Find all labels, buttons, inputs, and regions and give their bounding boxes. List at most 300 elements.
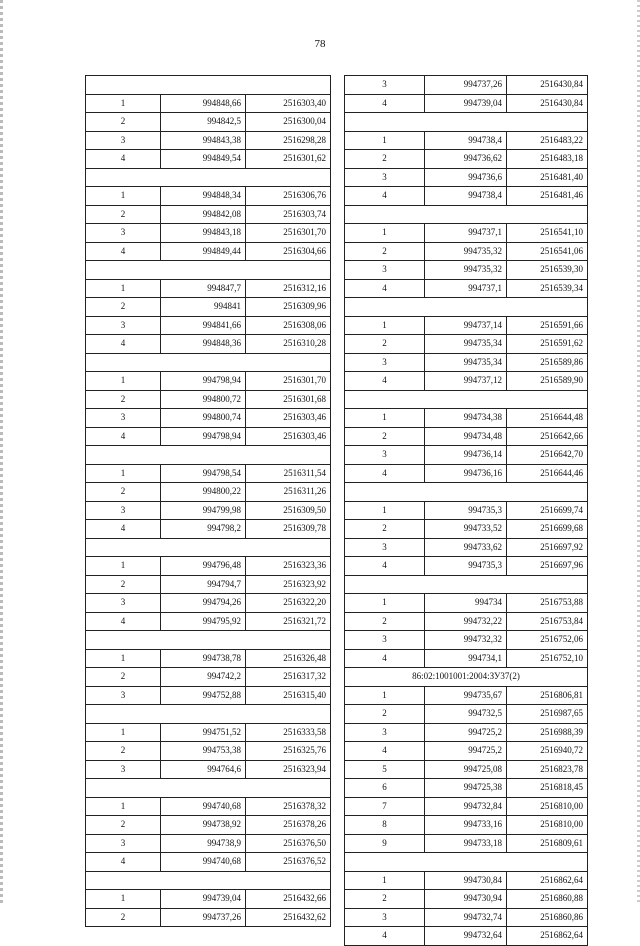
point-number-cell: 2 <box>345 242 425 261</box>
y-coordinate-cell: 2516862,64 <box>507 927 588 946</box>
x-coordinate-cell: 994732,5 <box>425 705 507 724</box>
point-number-cell: 6 <box>345 779 425 798</box>
y-coordinate-cell: 2516481,40 <box>507 168 588 187</box>
point-number-cell: 1 <box>86 464 161 483</box>
coordinate-row <box>345 723 588 742</box>
point-number-cell: 7 <box>345 797 425 816</box>
point-number-cell: 2 <box>86 483 161 502</box>
separator-row <box>86 871 331 890</box>
x-coordinate-cell: 994847,7 <box>161 279 246 298</box>
coordinate-row <box>86 205 331 224</box>
x-coordinate-cell: 994738,4 <box>425 131 507 150</box>
y-coordinate-cell: 2516810,00 <box>507 816 588 835</box>
y-coordinate-cell: 2516376,50 <box>246 834 331 853</box>
y-coordinate-cell: 2516303,40 <box>246 94 331 113</box>
x-coordinate-cell: 994732,74 <box>425 908 507 927</box>
separator-row <box>86 538 331 557</box>
point-number-cell: 3 <box>86 834 161 853</box>
x-coordinate-cell: 994725,38 <box>425 779 507 798</box>
coordinate-row <box>345 261 588 280</box>
x-coordinate-cell: 994725,2 <box>425 742 507 761</box>
x-coordinate-cell: 994843,38 <box>161 131 246 150</box>
separator-cell <box>345 483 588 502</box>
x-coordinate-cell: 994794,7 <box>161 575 246 594</box>
coordinate-row <box>345 131 588 150</box>
y-coordinate-cell: 2516644,48 <box>507 409 588 428</box>
separator-row <box>345 205 588 224</box>
coordinate-row <box>86 908 331 927</box>
point-number-cell: 4 <box>86 427 161 446</box>
separator-row <box>345 575 588 594</box>
coordinate-row <box>86 279 331 298</box>
x-coordinate-cell: 994738,78 <box>161 649 246 668</box>
coordinate-row <box>345 446 588 465</box>
coordinate-row <box>86 94 331 113</box>
x-coordinate-cell: 994798,94 <box>161 427 246 446</box>
x-coordinate-cell: 994725,2 <box>425 723 507 742</box>
separator-row <box>86 779 331 798</box>
point-number-cell: 3 <box>345 908 425 927</box>
point-number-cell: 1 <box>86 94 161 113</box>
scan-edge-left <box>0 0 3 905</box>
point-number-cell: 1 <box>345 594 425 613</box>
coordinate-row <box>86 723 331 742</box>
point-number-cell: 2 <box>86 908 161 927</box>
point-number-cell: 1 <box>86 723 161 742</box>
point-number-cell: 3 <box>86 501 161 520</box>
point-number-cell: 2 <box>345 705 425 724</box>
y-coordinate-cell: 2516323,94 <box>246 760 331 779</box>
x-coordinate-cell: 994736,62 <box>425 150 507 169</box>
x-coordinate-cell: 994734,38 <box>425 409 507 428</box>
y-coordinate-cell: 2516753,84 <box>507 612 588 631</box>
coordinate-row <box>345 890 588 909</box>
coordinate-row <box>86 316 331 335</box>
point-number-cell: 2 <box>86 298 161 317</box>
point-number-cell: 1 <box>345 501 425 520</box>
y-coordinate-cell: 2516303,46 <box>246 427 331 446</box>
coordinate-row <box>345 742 588 761</box>
y-coordinate-cell: 2516697,96 <box>507 557 588 576</box>
x-coordinate-cell: 994849,54 <box>161 150 246 169</box>
point-number-cell: 1 <box>86 187 161 206</box>
y-coordinate-cell: 2516483,22 <box>507 131 588 150</box>
coordinate-row <box>86 557 331 576</box>
point-number-cell: 2 <box>86 205 161 224</box>
y-coordinate-cell: 2516642,70 <box>507 446 588 465</box>
y-coordinate-cell: 2516311,54 <box>246 464 331 483</box>
x-coordinate-cell: 994798,54 <box>161 464 246 483</box>
coordinate-row <box>86 150 331 169</box>
coordinate-row <box>86 742 331 761</box>
coordinate-row <box>86 760 331 779</box>
point-number-cell: 4 <box>345 742 425 761</box>
point-number-cell: 1 <box>86 649 161 668</box>
coordinate-row <box>86 575 331 594</box>
y-coordinate-cell: 2516300,04 <box>246 113 331 132</box>
x-coordinate-cell: 994734,1 <box>425 649 507 668</box>
x-coordinate-cell: 994751,52 <box>161 723 246 742</box>
point-number-cell: 1 <box>345 871 425 890</box>
coordinate-row <box>86 113 331 132</box>
x-coordinate-cell: 994735,32 <box>425 261 507 280</box>
y-coordinate-cell: 2516311,26 <box>246 483 331 502</box>
coordinate-row <box>345 464 588 483</box>
point-number-cell: 2 <box>345 520 425 539</box>
y-coordinate-cell: 2516376,52 <box>246 853 331 872</box>
x-coordinate-cell: 994764,6 <box>161 760 246 779</box>
y-coordinate-cell: 2516304,66 <box>246 242 331 261</box>
separator-row <box>86 168 331 187</box>
coordinate-row <box>86 594 331 613</box>
point-number-cell: 1 <box>345 131 425 150</box>
x-coordinate-cell: 994842,08 <box>161 205 246 224</box>
coordinate-row <box>86 131 331 150</box>
y-coordinate-cell: 2516752,06 <box>507 631 588 650</box>
x-coordinate-cell: 994735,34 <box>425 353 507 372</box>
point-number-cell: 1 <box>345 409 425 428</box>
y-coordinate-cell: 2516378,26 <box>246 816 331 835</box>
point-number-cell: 3 <box>345 261 425 280</box>
coordinate-row <box>345 797 588 816</box>
coordinate-row <box>345 927 588 946</box>
separator-row <box>345 853 588 872</box>
point-number-cell: 3 <box>345 168 425 187</box>
x-coordinate-cell: 994733,62 <box>425 538 507 557</box>
coordinate-row <box>345 372 588 391</box>
y-coordinate-cell: 2516752,10 <box>507 649 588 668</box>
y-coordinate-cell: 2516312,16 <box>246 279 331 298</box>
y-coordinate-cell: 2516321,72 <box>246 612 331 631</box>
y-coordinate-cell: 2516699,68 <box>507 520 588 539</box>
separator-row <box>345 298 588 317</box>
point-number-cell: 4 <box>345 649 425 668</box>
x-coordinate-cell: 994742,2 <box>161 668 246 687</box>
point-number-cell: 3 <box>86 760 161 779</box>
y-coordinate-cell: 2516940,72 <box>507 742 588 761</box>
y-coordinate-cell: 2516591,66 <box>507 316 588 335</box>
x-coordinate-cell: 994798,2 <box>161 520 246 539</box>
coordinates-table-right-body <box>345 76 588 946</box>
point-number-cell: 4 <box>86 150 161 169</box>
y-coordinate-cell: 2516753,88 <box>507 594 588 613</box>
y-coordinate-cell: 2516430,84 <box>507 94 588 113</box>
coordinate-row <box>86 890 331 909</box>
point-number-cell: 4 <box>345 372 425 391</box>
separator-cell <box>86 168 331 187</box>
coordinate-row <box>86 668 331 687</box>
y-coordinate-cell: 2516823,78 <box>507 760 588 779</box>
coordinate-row <box>345 94 588 113</box>
parcel-header-row <box>345 668 588 687</box>
point-number-cell: 4 <box>345 279 425 298</box>
point-number-cell: 2 <box>86 575 161 594</box>
coordinate-row <box>86 242 331 261</box>
coordinate-row <box>86 427 331 446</box>
point-number-cell: 1 <box>345 224 425 243</box>
coordinates-table-right <box>344 75 588 946</box>
x-coordinate-cell: 994800,22 <box>161 483 246 502</box>
separator-cell <box>345 298 588 317</box>
coordinate-row <box>345 168 588 187</box>
point-number-cell: 3 <box>86 594 161 613</box>
coordinate-row <box>345 612 588 631</box>
x-coordinate-cell: 994739,04 <box>161 890 246 909</box>
point-number-cell: 1 <box>345 316 425 335</box>
coordinate-row <box>86 483 331 502</box>
point-number-cell: 1 <box>86 557 161 576</box>
separator-row <box>86 353 331 372</box>
coordinate-row <box>86 797 331 816</box>
coordinates-table-left-body <box>86 76 331 927</box>
separator-row <box>86 261 331 280</box>
x-coordinate-cell: 994732,22 <box>425 612 507 631</box>
coordinate-row <box>345 427 588 446</box>
point-number-cell: 4 <box>345 94 425 113</box>
x-coordinate-cell: 994733,52 <box>425 520 507 539</box>
x-coordinate-cell: 994799,98 <box>161 501 246 520</box>
x-coordinate-cell: 994737,26 <box>425 76 507 95</box>
point-number-cell: 5 <box>345 760 425 779</box>
coordinate-row <box>345 538 588 557</box>
point-number-cell: 1 <box>86 797 161 816</box>
coordinate-row <box>345 520 588 539</box>
y-coordinate-cell: 2516481,46 <box>507 187 588 206</box>
point-number-cell: 2 <box>86 390 161 409</box>
coordinate-row <box>86 224 331 243</box>
x-coordinate-cell: 994753,38 <box>161 742 246 761</box>
point-number-cell: 3 <box>86 131 161 150</box>
y-coordinate-cell: 2516301,68 <box>246 390 331 409</box>
coordinate-row <box>345 187 588 206</box>
y-coordinate-cell: 2516309,78 <box>246 520 331 539</box>
x-coordinate-cell: 994735,67 <box>425 686 507 705</box>
point-number-cell: 9 <box>345 834 425 853</box>
y-coordinate-cell: 2516541,10 <box>507 224 588 243</box>
y-coordinate-cell: 2516860,88 <box>507 890 588 909</box>
separator-cell <box>345 205 588 224</box>
separator-cell <box>345 390 588 409</box>
separator-row <box>86 705 331 724</box>
y-coordinate-cell: 2516589,86 <box>507 353 588 372</box>
coordinate-row <box>86 187 331 206</box>
coordinate-row <box>345 224 588 243</box>
point-number-cell: 4 <box>86 242 161 261</box>
point-number-cell: 2 <box>345 890 425 909</box>
point-number-cell: 3 <box>345 76 425 95</box>
x-coordinate-cell: 994732,32 <box>425 631 507 650</box>
y-coordinate-cell: 2516322,20 <box>246 594 331 613</box>
y-coordinate-cell: 2516325,76 <box>246 742 331 761</box>
x-coordinate-cell: 994738,9 <box>161 834 246 853</box>
separator-cell <box>86 538 331 557</box>
y-coordinate-cell: 2516987,65 <box>507 705 588 724</box>
point-number-cell: 4 <box>345 557 425 576</box>
y-coordinate-cell: 2516806,81 <box>507 686 588 705</box>
coordinate-row <box>345 409 588 428</box>
x-coordinate-cell: 994843,18 <box>161 224 246 243</box>
y-coordinate-cell: 2516301,70 <box>246 372 331 391</box>
coordinate-row <box>345 316 588 335</box>
point-number-cell: 4 <box>86 520 161 539</box>
coordinate-row <box>86 501 331 520</box>
x-coordinate-cell: 994740,68 <box>161 797 246 816</box>
y-coordinate-cell: 2516306,76 <box>246 187 331 206</box>
y-coordinate-cell: 2516309,50 <box>246 501 331 520</box>
x-coordinate-cell: 994735,3 <box>425 557 507 576</box>
y-coordinate-cell: 2516539,30 <box>507 261 588 280</box>
coordinate-row <box>86 834 331 853</box>
coordinate-row <box>345 705 588 724</box>
y-coordinate-cell: 2516308,06 <box>246 316 331 335</box>
coordinate-row <box>345 335 588 354</box>
x-coordinate-cell: 994733,16 <box>425 816 507 835</box>
x-coordinate-cell: 994796,48 <box>161 557 246 576</box>
point-number-cell: 3 <box>345 631 425 650</box>
y-coordinate-cell: 2516323,92 <box>246 575 331 594</box>
x-coordinate-cell: 994735,32 <box>425 242 507 261</box>
x-coordinate-cell: 994798,94 <box>161 372 246 391</box>
point-number-cell: 4 <box>86 335 161 354</box>
separator-cell <box>345 853 588 872</box>
separator-row <box>86 631 331 650</box>
x-coordinate-cell: 994735,3 <box>425 501 507 520</box>
y-coordinate-cell: 2516860,86 <box>507 908 588 927</box>
x-coordinate-cell: 994848,66 <box>161 94 246 113</box>
y-coordinate-cell: 2516642,66 <box>507 427 588 446</box>
y-coordinate-cell: 2516591,62 <box>507 335 588 354</box>
x-coordinate-cell: 994738,4 <box>425 187 507 206</box>
y-coordinate-cell: 2516309,96 <box>246 298 331 317</box>
x-coordinate-cell: 994730,84 <box>425 871 507 890</box>
coordinate-row <box>345 760 588 779</box>
coordinate-row <box>86 409 331 428</box>
y-coordinate-cell: 2516303,46 <box>246 409 331 428</box>
coordinate-row <box>86 298 331 317</box>
y-coordinate-cell: 2516818,45 <box>507 779 588 798</box>
coordinate-row <box>345 908 588 927</box>
separator-cell <box>345 575 588 594</box>
x-coordinate-cell: 994848,36 <box>161 335 246 354</box>
point-number-cell: 2 <box>345 335 425 354</box>
point-number-cell: 3 <box>345 538 425 557</box>
y-coordinate-cell: 2516432,66 <box>246 890 331 909</box>
x-coordinate-cell: 994736,14 <box>425 446 507 465</box>
separator-cell <box>86 705 331 724</box>
y-coordinate-cell: 2516430,84 <box>507 76 588 95</box>
point-number-cell: 2 <box>86 742 161 761</box>
coordinate-row <box>86 816 331 835</box>
coordinate-row <box>345 834 588 853</box>
coordinate-row <box>345 594 588 613</box>
coordinate-row <box>345 816 588 835</box>
coordinate-row <box>86 649 331 668</box>
y-coordinate-cell: 2516432,62 <box>246 908 331 927</box>
coordinate-row <box>345 150 588 169</box>
x-coordinate-cell: 994730,94 <box>425 890 507 909</box>
x-coordinate-cell: 994800,72 <box>161 390 246 409</box>
point-number-cell: 1 <box>86 279 161 298</box>
y-coordinate-cell: 2516809,61 <box>507 834 588 853</box>
x-coordinate-cell: 994737,12 <box>425 372 507 391</box>
coordinate-row <box>86 520 331 539</box>
point-number-cell: 4 <box>345 927 425 946</box>
x-coordinate-cell: 994738,92 <box>161 816 246 835</box>
y-coordinate-cell: 2516378,32 <box>246 797 331 816</box>
separator-cell <box>86 353 331 372</box>
y-coordinate-cell: 2516310,28 <box>246 335 331 354</box>
point-number-cell: 3 <box>345 353 425 372</box>
coordinates-table-left <box>85 75 331 927</box>
x-coordinate-cell: 994736,6 <box>425 168 507 187</box>
y-coordinate-cell: 2516301,62 <box>246 150 331 169</box>
x-coordinate-cell: 994752,88 <box>161 686 246 705</box>
coordinate-row <box>345 279 588 298</box>
y-coordinate-cell: 2516483,18 <box>507 150 588 169</box>
y-coordinate-cell: 2516323,36 <box>246 557 331 576</box>
x-coordinate-cell: 994737,14 <box>425 316 507 335</box>
coordinate-row <box>345 631 588 650</box>
y-coordinate-cell: 2516810,00 <box>507 797 588 816</box>
point-number-cell: 1 <box>86 372 161 391</box>
y-coordinate-cell: 2516315,40 <box>246 686 331 705</box>
separator-row <box>345 483 588 502</box>
point-number-cell: 1 <box>86 890 161 909</box>
separator-cell <box>86 631 331 650</box>
point-number-cell: 3 <box>86 316 161 335</box>
coordinate-row <box>86 464 331 483</box>
coordinate-row <box>345 557 588 576</box>
separator-row <box>86 76 331 95</box>
point-number-cell: 3 <box>345 723 425 742</box>
coordinate-row <box>86 335 331 354</box>
point-number-cell: 4 <box>86 853 161 872</box>
coordinate-row <box>345 779 588 798</box>
x-coordinate-cell: 994737,1 <box>425 224 507 243</box>
coordinate-row <box>86 372 331 391</box>
x-coordinate-cell: 994795,92 <box>161 612 246 631</box>
x-coordinate-cell: 994735,34 <box>425 335 507 354</box>
y-coordinate-cell: 2516317,32 <box>246 668 331 687</box>
coordinate-row <box>86 390 331 409</box>
coordinate-row <box>345 353 588 372</box>
point-number-cell: 4 <box>86 612 161 631</box>
y-coordinate-cell: 2516862,64 <box>507 871 588 890</box>
point-number-cell: 2 <box>345 427 425 446</box>
x-coordinate-cell: 994848,34 <box>161 187 246 206</box>
point-number-cell: 3 <box>86 224 161 243</box>
y-coordinate-cell: 2516539,34 <box>507 279 588 298</box>
coordinate-row <box>345 242 588 261</box>
point-number-cell: 4 <box>345 464 425 483</box>
separator-cell <box>86 446 331 465</box>
point-number-cell: 1 <box>345 686 425 705</box>
separator-row <box>345 390 588 409</box>
coordinate-row <box>345 871 588 890</box>
point-number-cell: 8 <box>345 816 425 835</box>
point-number-cell: 2 <box>345 150 425 169</box>
x-coordinate-cell: 994841,66 <box>161 316 246 335</box>
y-coordinate-cell: 2516589,90 <box>507 372 588 391</box>
y-coordinate-cell: 2516699,74 <box>507 501 588 520</box>
x-coordinate-cell: 994732,64 <box>425 927 507 946</box>
y-coordinate-cell: 2516697,92 <box>507 538 588 557</box>
point-number-cell: 2 <box>345 612 425 631</box>
x-coordinate-cell: 994736,16 <box>425 464 507 483</box>
separator-row <box>345 113 588 132</box>
page-number: 78 <box>314 38 326 50</box>
x-coordinate-cell: 994737,26 <box>161 908 246 927</box>
